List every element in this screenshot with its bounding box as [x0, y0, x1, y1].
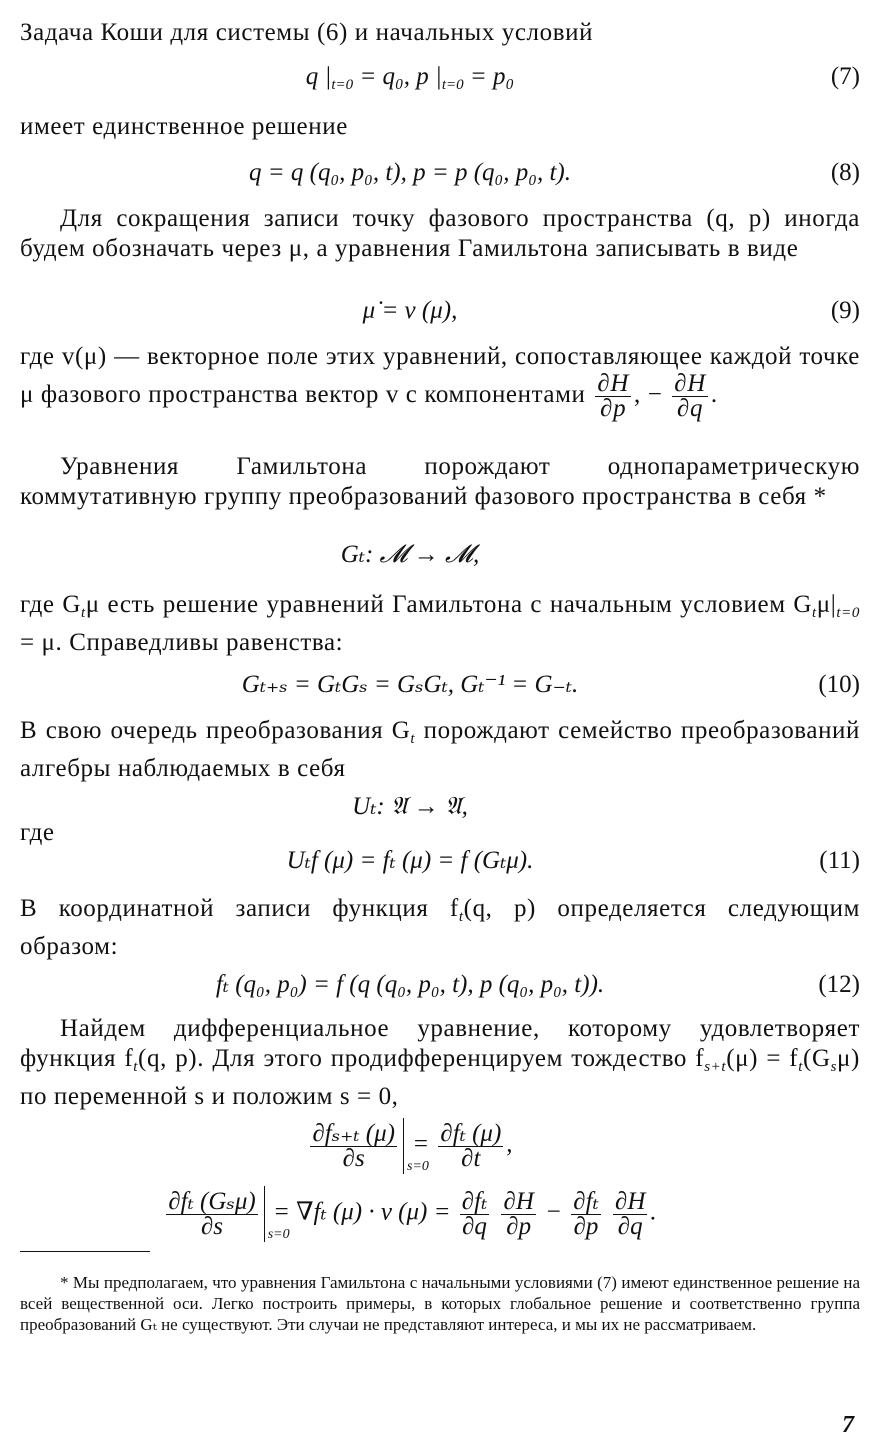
paragraph-observables: В свою очередь преобразования $G_t$ порождают семейство преобразований алгебры наблюдаемых в себя [20, 717, 861, 782]
fraction: $\frac{\partial H}{\partial p}$ [503, 1187, 534, 1240]
equation-number: (7) [830, 63, 860, 90]
paragraph-vector-field: где v(μ) — векторное поле этих уравнений, сопоставляющее каждой точке μ фазового пространства вектор v с компонентами $\frac{\partial H}{\partial p}$ , − $\frac{\partial H}{\partial q}$ . [20, 343, 860, 422]
fraction: $\frac{\partial H}{\partial q}$ [674, 370, 706, 422]
paragraph-unique-solution: имеет единственное решение [20, 113, 348, 140]
equation-derivative-a: $\frac{\text{∂fₛ₊ₜ (μ)}}{\partial s}$ s=0 = $\frac{\text{∂fₜ (μ)}}{\partial t}$ , [312, 1119, 513, 1174]
paragraph-differential: Найдем дифференциальное уравнение, которому удовлетворяет функция $f_t(q$, p). Для этого продифференцируем тождество $f_{s+t}(\mu) = f_t(G_s\mu)$ по переменной s и положим s = 0, [20, 1015, 860, 1110]
footnote-divider [20, 1251, 150, 1252]
fraction: $\frac{\text{∂fₜ}}{\partial q}$ [461, 1187, 488, 1240]
fraction: $\frac{\text{∂fₛ₊ₜ (μ)}}{\partial s}$ [312, 1119, 395, 1172]
paragraph-where: где [20, 819, 55, 846]
equation-number: (11) [819, 847, 860, 874]
paragraph-cauchy-intro: Задача Коши для системы (6) и начальных условий [20, 19, 594, 46]
footnote: * Мы предполагаем, что уравнения Гамильтона с начальными условиями (7) имеют единственное решение на всей вещественной оси. Легко построить примеры, в которых глобальное решение и соответственно группа преобразований Gₜ не существуют. Эти случаи не представляют интереса, и мы их не рассматриваем. [20, 1273, 860, 1334]
evaluation-bar: s=0 [264, 1186, 265, 1242]
equation-derivative-b: $\frac{\text{∂fₜ (Gₛμ)}}{\partial s}$ s=0 = ∇fₜ (μ) · v (μ) = $\frac{\text{∂fₜ}}{\partial q}$ $\frac{\partial H}{\partial p}$ − $\frac{\text{∂fₜ}}{\partial p}$ $\frac{\partial H}{\partial q}$ . [168, 1187, 657, 1242]
page-number: 7 [842, 1412, 854, 1438]
equation-number: (12) [818, 971, 860, 998]
fraction: $\frac{\text{∂fₜ (μ)}}{\partial t}$ [440, 1119, 502, 1172]
page: Задача Коши для системы (6) и начальных условий q $|_{t=0} = q_0$, p $|_{t=0} = p_0$ (7) имеет единственное решение q = q (q₀, p₀, t), p = p (q₀, p₀, t). (8) Для сокращения записи точку фазового пространства (q, p) иногда будем обозначать через μ, а уравнения Гамильтона записывать в виде μ̇ = v (μ), (9) где v(μ) — векторное поле этих уравнений, сопоставляющее каждой точке μ фазового пространства вектор v с компонентами $\frac{\partial H}{\partial p}$ , − $\frac{\partial H}{\partial q}$ . Уравнения Гамильтона порождают однопараметрическую коммутативную группу преобразований фазового пространства в себя * Gₜ: 𝓜 → 𝓜, где $G_t\mu$ есть решение уравнений Гамильтона с начальным условием $G_t\mu|_{t=0} = \mu$. Справедливы равенства: Gₜ₊ₛ = GₜGₛ = GₛGₜ, Gₜ⁻¹ = G₋ₜ. (10) В свою очередь преобразования $G_t$ порождают семейство преобразований алгебры наблюдаемых в себя Uₜ: 𝔄 → 𝔄, где Uₜf (μ) = fₜ (μ) = f (Gₜμ). (11) В координатной записи функция $f_t(q$, p) определяется следующим образом: fₜ (q₀, p₀) = f (q (q₀, p₀, t), p (q₀, p₀, t)). (12) Найдем дифференциальное уравнение, которому удовлетворяет функция $f_t(q$, p). Для этого продифференцируем тождество $f_{s+t}(\mu) = f_t(G_s\mu)$ по переменной s и положим s = 0, $\frac{\text{∂fₛ₊ₜ (μ)}}{\partial s}$ s=0 = $\frac{\text{∂fₜ (μ)}}{\partial t}$ , $\frac{\text{∂fₜ (Gₛμ)}}{\partial s}$ s=0 = ∇fₜ (μ) · v (μ) = $\frac{\text{∂fₜ}}{\partial q}$ $\frac{\partial H}{\partial p}$ − $\frac{\text{∂fₜ}}{\partial p}$ $\frac{\partial H}{\partial q}$ . * Мы предполагаем, что уравнения Гамильтона с начальными условиями (7) имеют единственное решение на всей вещественной оси. Легко построить примеры, в которых глобальное решение и соответственно группа преобразований Gₜ не существуют. Эти случаи не представляют интереса, и мы их не рассматриваем. 7 [20, 19, 861, 1438]
fraction: $\frac{\partial H}{\partial p}$ [597, 370, 629, 422]
paragraph-solution-g: где $G_t\mu$ есть решение уравнений Гамильтона с начальным условием $G_t\mu|_{t=0} = \mu$. Справедливы равенства: [20, 591, 860, 656]
paragraph-coordinates: В координатной записи функция $f_t(q$, p) определяется следующим образом: [20, 895, 861, 960]
evaluation-bar: s=0 [403, 1118, 404, 1174]
paragraph-group: Уравнения Гамильтона порождают однопараметрическую коммутативную группу преобразований фазового пространства в себя * [20, 453, 860, 510]
fraction: $\frac{\partial H}{\partial q}$ [615, 1187, 646, 1240]
fraction: $\frac{\text{∂fₜ (Gₛμ)}}{\partial s}$ [168, 1187, 256, 1240]
equation-number: (8) [830, 159, 860, 186]
fraction: $\frac{\text{∂fₜ}}{\partial p}$ [573, 1187, 599, 1240]
paragraph-phase-space: Для сокращения записи точку фазового пространства (q, p) иногда будем обозначать через μ, а уравнения Гамильтона записывать в виде [20, 205, 860, 262]
equation-number: (10) [818, 671, 860, 698]
equation-number: (9) [830, 297, 860, 324]
